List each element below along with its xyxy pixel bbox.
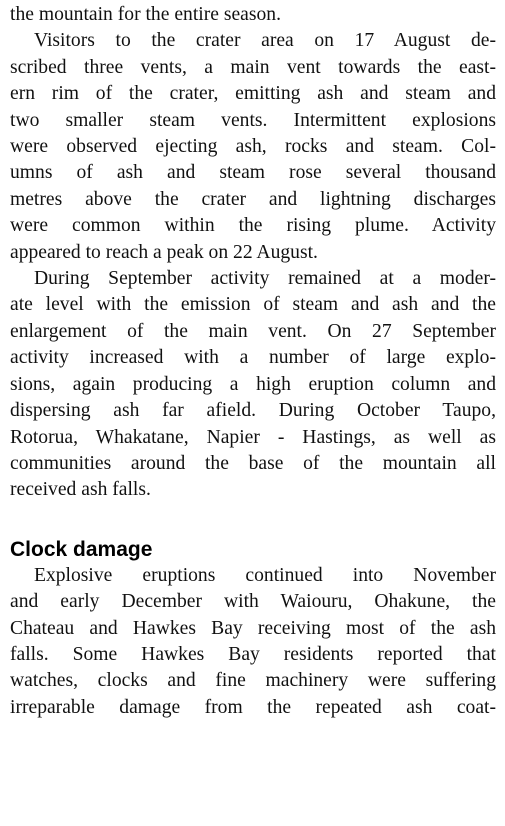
text-line: enlargement of the main vent. On 27 September (10, 320, 496, 342)
text-line: sions, again producing a high eruption column and (10, 373, 496, 395)
text-line: appeared to reach a peak on 22 August. (10, 241, 318, 263)
paragraph-explosive-eruptions (10, 563, 496, 721)
text-line: ate level with the emission of steam and ash and the (10, 294, 496, 316)
text-line: two smaller steam vents. Intermittent explosions (10, 109, 496, 131)
text-line: communities around the base of the mountain all (10, 452, 496, 474)
text-line: During September activity remained at a moder- (34, 268, 496, 290)
paragraph-crater-visit (10, 28, 496, 266)
text-line: Rotorua, Whakatane, Napier - Hastings, as well as (10, 426, 496, 448)
text-line: Chateau and Hawkes Bay receiving most of the ash (10, 617, 496, 639)
text-line: scribed three vents, a main vent towards the east- (10, 56, 496, 78)
paragraph-continuation (10, 2, 496, 28)
text-line: were observed ejecting ash, rocks and steam. Col- (10, 136, 496, 158)
paragraph-september-activity (10, 266, 496, 504)
section-heading: Clock damage (10, 537, 153, 561)
text-line: ern rim of the crater, emitting ash and steam and (10, 83, 496, 105)
text-line: Explosive eruptions continued into November (34, 564, 496, 586)
text-line: received ash falls. (10, 479, 151, 501)
text-line: umns of ash and steam rose several thousand (10, 162, 496, 184)
text-line: falls. Some Hawkes Bay residents reported that (10, 643, 496, 665)
text-line: metres above the crater and lightning discharges (10, 188, 496, 210)
text-line: activity increased with a number of large explo- (10, 347, 496, 369)
text-line: irreparable damage from the repeated ash coat- (10, 696, 496, 718)
text-line: watches, clocks and fine machinery were suffering (10, 670, 496, 692)
text-line: Visitors to the crater area on 17 August de- (34, 30, 496, 52)
text-line: the mountain for the entire season. (10, 4, 281, 25)
text-line: and early December with Waiouru, Ohakune, the (10, 591, 496, 613)
text-line: were common within the rising plume. Activity (10, 215, 496, 237)
text-line: dispersing ash far afield. During October Taupo, (10, 400, 496, 422)
